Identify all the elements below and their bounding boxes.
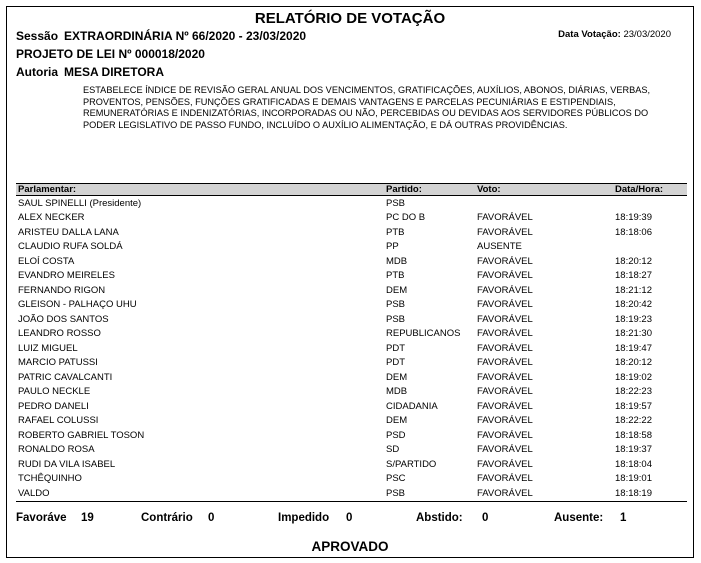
sessao-line [16,29,306,43]
cell-partido: S/PARTIDO [386,458,437,470]
cell-voto: FAVORÁVEL [477,328,533,340]
table-row [16,341,687,356]
cell-data-hora: 18:18:27 [615,270,652,282]
table-row [16,385,687,400]
cell-data-hora: 18:18:19 [615,487,652,499]
cell-parlamentar: PAULO NECKLE [18,386,91,398]
total-ausente-value: 1 [620,512,627,524]
cell-partido: PDT [386,342,405,354]
table-row [16,327,687,342]
sessao-label: Sessão [16,29,59,43]
table-row [16,428,687,443]
cell-parlamentar: SAUL SPINELLI (Presidente) [18,197,142,209]
result-text: APROVADO [311,539,389,554]
cell-parlamentar: RUDI DA VILA ISABEL [18,458,116,470]
autoria-label: Autoria [16,65,58,79]
table-row [16,370,687,385]
total-favoravel-label: Favoráve [16,512,67,524]
total-ausente-label: Ausente: [554,512,604,524]
cell-parlamentar: TCHÊQUINHO [18,473,82,485]
cell-voto: FAVORÁVEL [477,386,533,398]
cell-data-hora: 18:19:47 [615,342,652,354]
cell-partido: SD [386,444,400,456]
data-votacao-value: 23/03/2020 [623,29,671,40]
table-row [16,414,687,429]
sessao-value: EXTRAORDINÁRIA Nº 66/2020 - 23/03/2020 [64,29,307,43]
total-impedido-value: 0 [346,512,353,524]
data-votacao-label: Data Votação: [558,29,621,40]
table-header [16,183,687,196]
projeto-title: PROJETO DE LEI Nº 000018/2020 [16,47,205,61]
cell-data-hora: 18:19:37 [615,444,652,456]
cell-voto: FAVORÁVEL [477,400,533,412]
cell-parlamentar: ROBERTO GABRIEL TOSON [18,429,145,441]
cell-parlamentar: LUIZ MIGUEL [18,342,78,354]
table-row [16,298,687,313]
table-row [16,443,687,458]
table-row [16,269,687,284]
total-abstido-label: Abstido: [416,512,463,524]
total-impedido-label: Impedido [278,512,330,524]
cell-data-hora: 18:19:02 [615,371,652,383]
cell-partido: MDB [386,255,408,267]
cell-partido: PSB [386,487,406,499]
cell-partido: PSB [386,299,406,311]
header-parlamentar: Parlamentar: [18,184,77,195]
cell-voto: FAVORÁVEL [477,313,533,325]
cell-parlamentar: GLEISON - PALHAÇO UHU [18,299,137,311]
cell-voto: FAVORÁVEL [477,357,533,369]
cell-data-hora: 18:18:04 [615,458,652,470]
cell-partido: PTB [386,270,405,282]
cell-partido: DEM [386,371,408,383]
cell-parlamentar: CLAUDIO RUFA SOLDÁ [18,241,123,253]
table-row [16,283,687,298]
table-row [16,312,687,327]
cell-data-hora: 18:20:12 [615,357,652,369]
cell-voto: FAVORÁVEL [477,458,533,470]
total-contrario-value: 0 [208,512,215,524]
table-row [16,486,687,501]
cell-voto: FAVORÁVEL [477,212,533,224]
cell-voto: FAVORÁVEL [477,371,533,383]
cell-voto: FAVORÁVEL [477,444,533,456]
table-body [16,196,687,502]
cell-voto: AUSENTE [477,241,522,253]
table-row [16,240,687,255]
cell-parlamentar: EVANDRO MEIRELES [18,270,115,282]
table-row [16,472,687,487]
table-row [16,457,687,472]
total-abstido-value: 0 [482,512,489,524]
cell-voto: FAVORÁVEL [477,473,533,485]
cell-partido: PSB [386,197,406,209]
cell-data-hora: 18:19:01 [615,473,652,485]
table-row [16,211,687,226]
cell-voto: FAVORÁVEL [477,487,533,499]
cell-voto: FAVORÁVEL [477,270,533,282]
header-data-hora: Data/Hora: [615,184,664,195]
total-favoravel-value: 19 [81,512,94,524]
cell-partido: DEM [386,415,408,427]
header-voto: Voto: [477,184,501,195]
table-row [16,196,687,211]
votes-table [16,183,687,502]
cell-partido: DEM [386,284,408,296]
cell-partido: PDT [386,357,405,369]
cell-parlamentar: PATRIC CAVALCANTI [18,371,113,383]
cell-data-hora: 18:19:57 [615,400,652,412]
cell-parlamentar: RAFAEL COLUSSI [18,415,99,427]
cell-data-hora: 18:19:39 [615,212,652,224]
cell-partido: PP [386,241,399,253]
cell-data-hora: 18:21:30 [615,328,652,340]
cell-data-hora: 18:22:22 [615,415,652,427]
cell-data-hora: 18:22:23 [615,386,652,398]
cell-voto: FAVORÁVEL [477,284,533,296]
table-row [16,356,687,371]
table-row [16,225,687,240]
cell-parlamentar: PEDRO DANELI [18,400,89,412]
cell-parlamentar: MARCIO PATUSSI [18,357,98,369]
cell-parlamentar: LEANDRO ROSSO [18,328,101,340]
autoria-line [16,65,164,79]
total-contrario-label: Contrário [141,512,193,524]
cell-voto: FAVORÁVEL [477,255,533,267]
table-row [16,254,687,269]
cell-data-hora: 18:21:12 [615,284,652,296]
autoria-value: MESA DIRETORA [64,65,165,79]
cell-voto: FAVORÁVEL [477,226,533,238]
cell-partido: CIDADANIA [386,400,438,412]
cell-voto: FAVORÁVEL [477,415,533,427]
cell-voto: FAVORÁVEL [477,429,533,441]
cell-data-hora: 18:19:23 [615,313,652,325]
report-title: RELATÓRIO DE VOTAÇÃO [254,10,446,27]
cell-data-hora: 18:20:42 [615,299,652,311]
cell-parlamentar: ALEX NECKER [18,212,85,224]
table-row [16,399,687,414]
cell-partido: PC DO B [386,212,426,224]
cell-data-hora: 18:18:06 [615,226,652,238]
cell-partido: PTB [386,226,405,238]
cell-voto: FAVORÁVEL [477,342,533,354]
cell-parlamentar: ARISTEU DALLA LANA [18,226,119,238]
cell-voto: FAVORÁVEL [477,299,533,311]
cell-parlamentar: VALDO [18,487,50,499]
cell-partido: PSD [386,429,406,441]
report-frame [6,6,694,558]
data-votacao [558,29,671,40]
header-partido: Partido: [386,184,422,195]
cell-partido: MDB [386,386,408,398]
cell-data-hora: 18:20:12 [615,255,652,267]
cell-parlamentar: JOÃO DOS SANTOS [18,313,109,325]
ementa-text: ESTABELECE ÍNDICE DE REVISÃO GERAL ANUAL DOS VENCIMENTOS, GRATIFICAÇÕES, AUXÍLIOS, ABONOS, DIÁRIAS, VERBAS, PROVENTOS, PENSÕES, FUNÇÕES GRATIFICADAS E DEMAIS VANTAGENS E PARCELAS PECUNIÁRIAS E ESTIPENDIAIS, REMUNERATÓRIAS E INDENIZATÓRIAS, INCORPORADAS OU NÃO, PERCEBIDAS OU DEVIDAS AOS SERVIDORES PÚBLICOS DO PODER LEGISLATIVO DE PASSO FUNDO, INCLUÍDO O AUXÍLIO ALIMENTAÇÃO, E DÁ OUTRAS PROVIDÊNCIAS. [83,85,651,130]
cell-parlamentar: ELOÍ COSTA [18,255,75,267]
cell-partido: PSC [386,473,406,485]
cell-partido: REPUBLICANOS [386,328,461,340]
cell-data-hora: 18:18:58 [615,429,652,441]
cell-parlamentar: FERNANDO RIGON [18,284,106,296]
cell-parlamentar: RONALDO ROSA [18,444,95,456]
cell-partido: PSB [386,313,406,325]
